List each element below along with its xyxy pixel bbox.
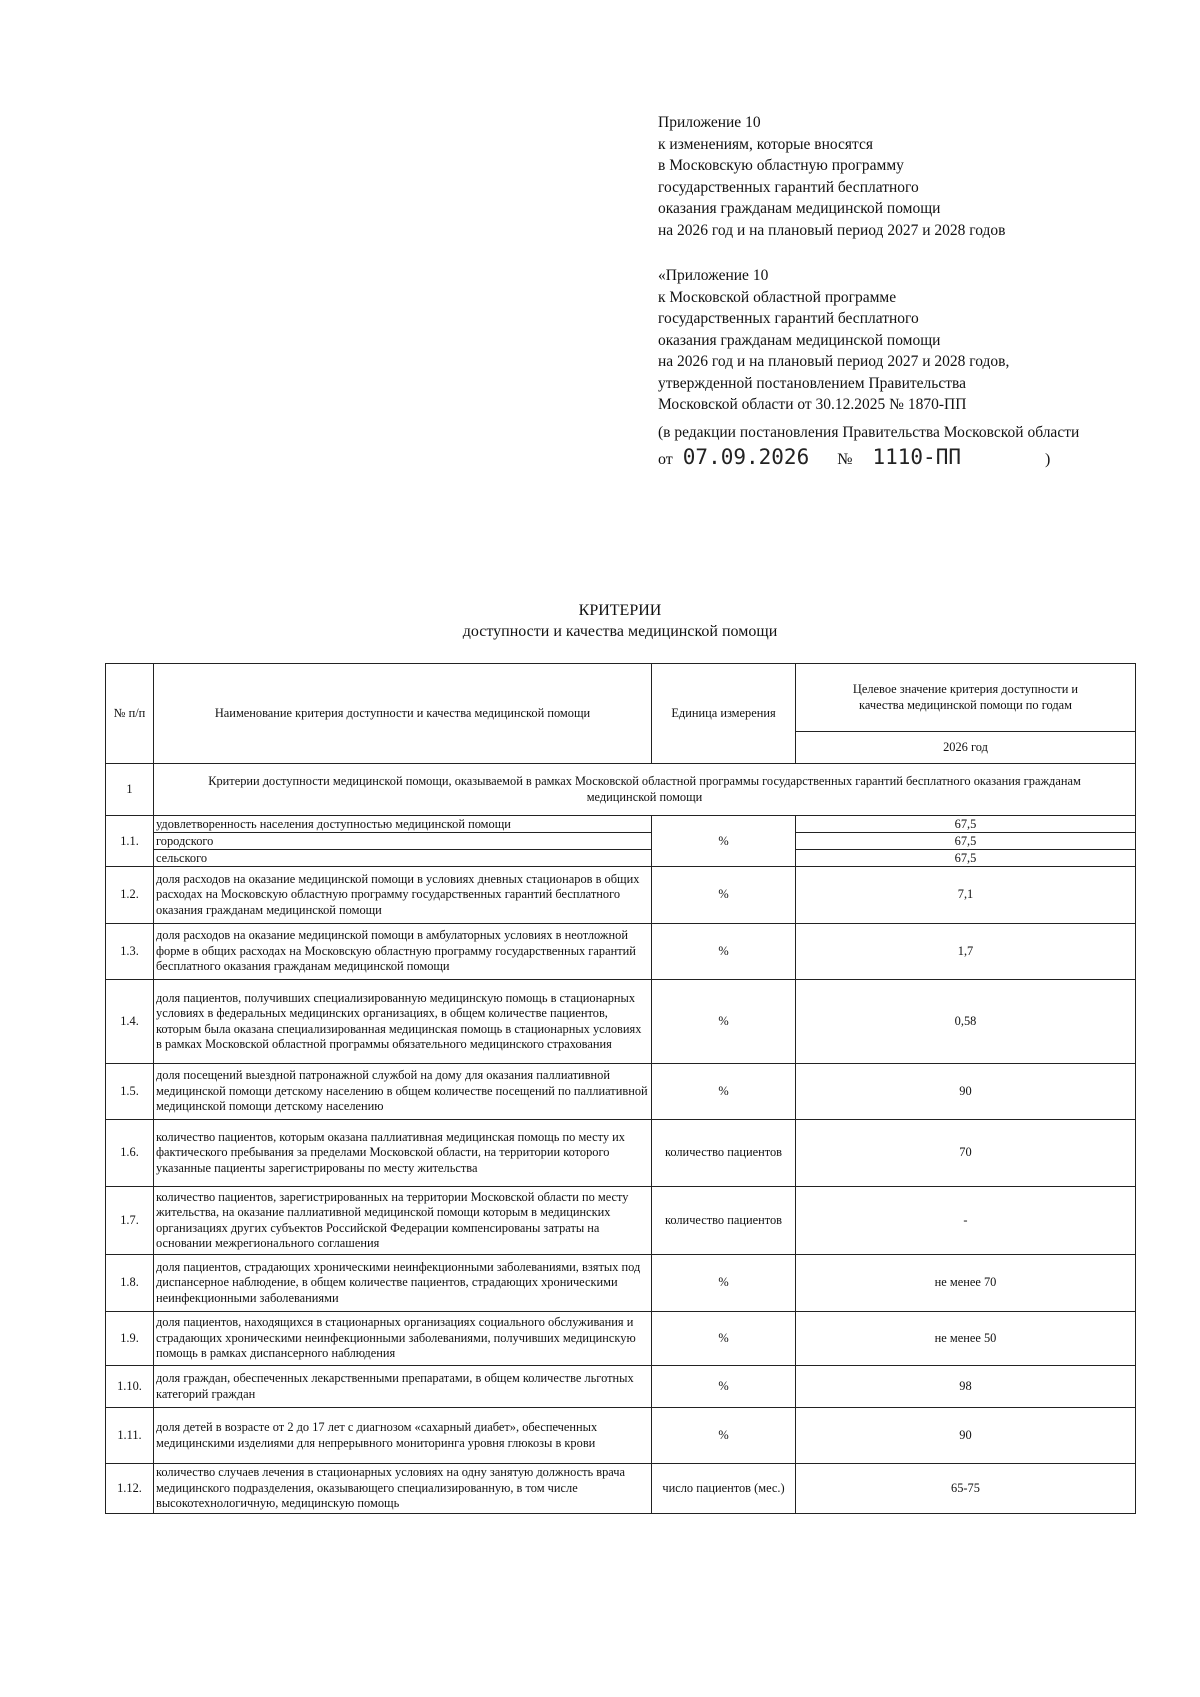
appendix-header: [658, 112, 1178, 241]
program-header-line: утвержденной постановлением Правительства: [658, 374, 966, 392]
row-value: 0,58: [796, 980, 1136, 1064]
row-num: 1.7.: [106, 1187, 154, 1255]
decree-prefix: от: [658, 451, 673, 468]
row-value: не менее 50: [796, 1312, 1136, 1366]
row-name: доля пациентов, получивших специализированную медицинскую помощь в стационарных условиях в федеральных медицинских организациях, в общем количестве пациентов, которым была оказана специализированная медицинская помощь в стационарных условиях в рамках Московской областной программы обязательного медицинского страхования: [154, 980, 652, 1064]
row-unit: количество пациентов: [652, 1187, 796, 1255]
row-num: 1.2.: [106, 867, 154, 924]
program-header-line: оказания гражданам медицинской помощи: [658, 331, 941, 349]
program-header-line: Московской области от 30.12.2025 № 1870-ПП: [658, 396, 967, 413]
row-name: сельского: [154, 850, 652, 867]
row-name: удовлетворенность населения доступностью медицинской помощи: [154, 816, 652, 833]
row-name: доля посещений выездной патронажной службой на дому для оказания паллиативной медицинской помощи детскому населению в общем количестве посещений по паллиативной медицинской помощи детскому населению: [154, 1064, 652, 1120]
row-num: 1.4.: [106, 980, 154, 1064]
title-main: КРИТЕРИИ: [578, 602, 662, 619]
row-num: 1.8.: [106, 1255, 154, 1312]
header-name: Наименование критерия доступности и качества медицинской помощи: [154, 664, 652, 764]
table-row: [106, 980, 1136, 1064]
row-name: доля граждан, обеспеченных лекарственными препаратами, в общем количестве льготных категорий граждан: [154, 1366, 652, 1408]
decree-number: 1110-ПП: [872, 445, 961, 469]
appendix-header-line: Приложение 10: [658, 114, 761, 131]
decree-line: [658, 447, 1178, 471]
row-name: доля расходов на оказание медицинской помощи в условиях дневных стационаров в общих расходах на Московскую областную программу государственных гарантий бесплатного оказания гражданам медицинской помощи: [154, 867, 652, 924]
decree-close: ): [1045, 451, 1051, 468]
row-num: 1.6.: [106, 1120, 154, 1187]
table-row: [106, 1366, 1136, 1408]
table-row: [106, 816, 1136, 833]
row-num: 1.11.: [106, 1408, 154, 1464]
row-value: 1,7: [796, 924, 1136, 980]
row-unit: %: [652, 1064, 796, 1120]
row-name: доля расходов на оказание медицинской помощи в амбулаторных условиях в неотложной форме в общих расходах на Московскую областную программу государственных гарантий бесплатного оказания гражданам медицинской помощи: [154, 924, 652, 980]
row-name: доля детей в возрасте от 2 до 17 лет с диагнозом «сахарный диабет», обеспеченных медицинскими изделиями для непрерывного мониторинга уровня глюкозы в крови: [154, 1408, 652, 1464]
row-value: не менее 70: [796, 1255, 1136, 1312]
row-value: 67,5: [796, 816, 1136, 833]
appendix-header-line: оказания гражданам медицинской помощи: [658, 200, 941, 217]
row-name: количество пациентов, зарегистрированных на территории Московской области по месту жительства, на оказание паллиативной медицинской помощи которым в медицинских организациях других субъектов Российской Федерации компенсированы затраты на основании межрегионального соглашения: [154, 1187, 652, 1255]
row-name: количество пациентов, которым оказана паллиативная медицинская помощь по месту их фактического пребывания за пределами Московской области, на территории которого указанные пациенты зарегистрированы по месту жительства: [154, 1120, 652, 1187]
row-value: -: [796, 1187, 1136, 1255]
decree-date: 07.09.2026: [682, 445, 810, 469]
table-row: [106, 850, 1136, 867]
row-value: 67,5: [796, 833, 1136, 850]
header-unit: Единица измерения: [652, 664, 796, 764]
program-header-line: на 2026 год и на плановый период 2027 и 2028 годов,: [658, 353, 1010, 370]
program-header-line: «Приложение 10: [658, 267, 769, 284]
appendix-header-line: в Московскую областную программу: [658, 157, 904, 174]
criteria-rows: [106, 867, 1136, 1514]
section-title: Критерии доступности медицинской помощи, оказываемой в рамках Московской областной программы государственных гарантий бесплатного оказания гражданам медицинской помощи: [154, 764, 1136, 816]
header-row: [106, 664, 1136, 732]
row-unit: %: [652, 1366, 796, 1408]
program-header-line: к Московской областной программе: [658, 288, 897, 306]
row-unit: %: [652, 980, 796, 1064]
row-value: 70: [796, 1120, 1136, 1187]
decree-number-sign: №: [837, 451, 853, 468]
row-num: 1.3.: [106, 924, 154, 980]
row-value: 90: [796, 1064, 1136, 1120]
row-unit: %: [652, 1312, 796, 1366]
table-row: [106, 1312, 1136, 1366]
row-unit: количество пациентов: [652, 1120, 796, 1187]
table-row: [106, 1255, 1136, 1312]
row-unit: %: [652, 816, 796, 867]
header-target: Целевое значение критерия доступности и качества медицинской помощи по годам: [796, 664, 1136, 732]
row-name: количество случаев лечения в стационарных условиях на одну занятую должность врача медицинского подразделения, оказывающего специализированную, в том числе высокотехнологичную, медицинскую помощь: [154, 1464, 652, 1514]
table-row: [106, 1064, 1136, 1120]
section-row: [106, 764, 1136, 816]
table-row: [106, 1187, 1136, 1255]
row-name: доля пациентов, страдающих хроническими неинфекционными заболеваниями, взятых под диспансерное наблюдение, в общем количестве пациентов, страдающих хроническими неинфекционными заболеваниями: [154, 1255, 652, 1312]
header-year: 2026 год: [796, 732, 1136, 764]
row-unit: %: [652, 924, 796, 980]
row-num: 1.9.: [106, 1312, 154, 1366]
row-value: 7,1: [796, 867, 1136, 924]
criteria-table: [105, 663, 1136, 1514]
row-value: 65-75: [796, 1464, 1136, 1514]
title-sub: доступности и качества медицинской помощи: [462, 623, 778, 640]
program-header-line: государственных гарантий бесплатного: [658, 310, 919, 327]
edition-line: (в редакции постановления Правительства Московской области: [658, 423, 1080, 441]
table-row: [106, 1408, 1136, 1464]
row-num: 1.1.: [106, 816, 154, 867]
document-title: [105, 600, 1135, 642]
section-num: 1: [106, 764, 154, 816]
row-unit: %: [652, 1255, 796, 1312]
row-value: 90: [796, 1408, 1136, 1464]
table-row: [106, 867, 1136, 924]
appendix-header-line: на 2026 год и на плановый период 2027 и 2028 годов: [658, 221, 1006, 239]
table-row: [106, 1464, 1136, 1514]
appendix-header-line: к изменениям, которые вносятся: [658, 135, 874, 153]
row-unit: число пациентов (мес.): [652, 1464, 796, 1514]
row-name: городского: [154, 833, 652, 850]
appendix-header-line: государственных гарантий бесплатного: [658, 178, 919, 196]
program-header: [658, 265, 1178, 471]
row-num: 1.12.: [106, 1464, 154, 1514]
table-row: [106, 833, 1136, 850]
table-row: [106, 924, 1136, 980]
header-num: № п/п: [106, 664, 154, 764]
row-name: доля пациентов, находящихся в стационарных организациях социального обслуживания и страдающих хроническими неинфекционными заболеваниями, получивших медицинскую помощь в рамках диспансерного наблюдения: [154, 1312, 652, 1366]
row-num: 1.5.: [106, 1064, 154, 1120]
row-unit: %: [652, 867, 796, 924]
row-value: 67,5: [796, 850, 1136, 867]
row-num: 1.10.: [106, 1366, 154, 1408]
table-row: [106, 1120, 1136, 1187]
row-unit: %: [652, 1408, 796, 1464]
row-value: 98: [796, 1366, 1136, 1408]
